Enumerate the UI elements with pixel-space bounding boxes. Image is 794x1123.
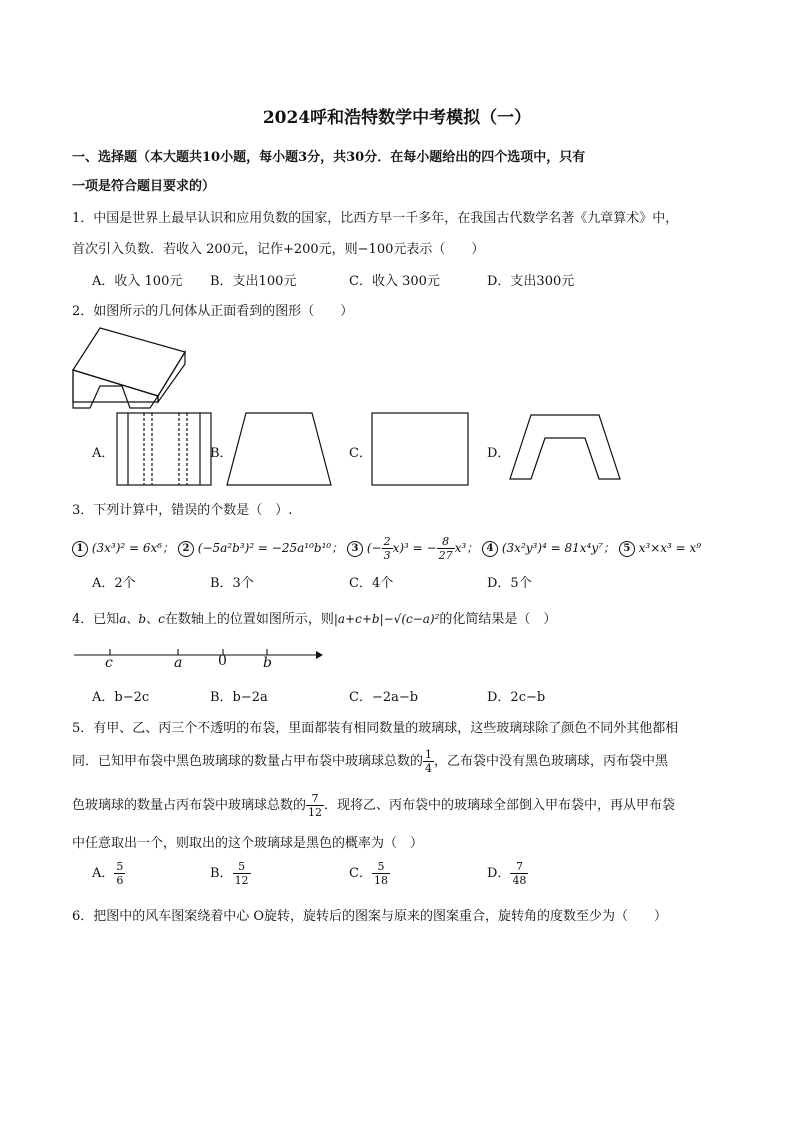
q6-line1: 6．把图中的风车图案绕着中心 O旋转，旋转后的图案与原来的图案重合，旋转角的度数至少为（ ） <box>72 909 668 924</box>
section-heading-line2: 一项是符合题目要求的） <box>72 179 216 194</box>
q5-line2-text-b: ，乙布袋中没有黑色玻璃球，丙布袋中黑 <box>434 754 669 769</box>
q3-item3-fraction2: $\frac{8}{27}$ <box>438 535 453 562</box>
q3-option-a: A．2个 <box>92 576 136 591</box>
q5-option-b: B． $\frac{5}{12}$ <box>210 860 249 887</box>
q3-option-b: B．3个 <box>210 576 254 591</box>
q5-line3 <box>72 792 675 819</box>
q3-item3-expr-b: x)³ = − <box>392 541 437 555</box>
q4-option-c: C．−2a−b <box>349 690 419 705</box>
q3-item4-number: 4 <box>482 541 498 557</box>
q3-expressions <box>72 535 701 562</box>
q5-line2-text-a: 同．已知甲布袋中黑色玻璃球的数量占甲布袋中玻璃球总数的 <box>72 754 424 769</box>
q1-option-a: A．收入 100元 <box>92 274 183 289</box>
q5-option-d: D． $\frac{7}{48}$ <box>487 860 527 887</box>
q3-item3-expr-c: x³； <box>454 541 479 555</box>
q5-option-c: C． $\frac{5}{18}$ <box>349 860 388 887</box>
q2-option-b-figure <box>226 412 332 486</box>
q2-line1: 2．如图所示的几何体从正面看到的图形（ ） <box>72 304 354 319</box>
q5-line3-text-b: ．现将乙、丙布袋中的玻璃球全部倒入甲布袋中，再从甲布袋 <box>324 798 676 813</box>
section-heading-line1: 一、选择题（本大题共10小题，每小题3分，共30分．在每小题给出的四个选项中，只有 <box>72 150 586 165</box>
q3-item1-number: 1 <box>72 541 88 557</box>
q1-line1: 1．中国是世界上最早认识和应用负数的国家，比西方早一千多年，在我国古代数学名著《九章算术》中， <box>72 211 679 226</box>
q1-option-d: D．支出300元 <box>487 274 575 289</box>
q5-option-d-fraction: $\frac{7}{48}$ <box>512 860 527 887</box>
q3-item3-number: 3 <box>347 541 363 557</box>
q3-item3-expr-a: (− <box>366 541 382 555</box>
q1-option-b: B．支出100元 <box>210 274 297 289</box>
q4-axis-label-c: c <box>105 655 113 671</box>
q5-option-a-fraction: $\frac{5}{6}$ <box>116 860 124 887</box>
q3-item3-fraction: $\frac{2}{3}$ <box>383 535 391 562</box>
q3-item1-expr: (3x³)² = 6x⁶； <box>91 541 175 555</box>
q2-label-d: D． <box>487 446 511 461</box>
q2-option-c-figure <box>371 412 469 486</box>
q5-fraction-2: $\frac{7}{12}$ <box>308 792 323 819</box>
q5-fraction-1: $\frac{1}{4}$ <box>425 748 433 775</box>
q4-axis-label-0: 0 <box>218 653 227 669</box>
q2-option-d-figure <box>509 414 621 480</box>
q3-line1: 3．下列计算中，错误的个数是（ ）. <box>72 503 293 518</box>
q1-line2: 首次引入负数．若收入 200元，记作+200元，则−100元表示（ ） <box>72 242 485 257</box>
q2-label-b: B． <box>210 446 233 461</box>
q5-option-a: A． $\frac{5}{6}$ <box>92 860 124 887</box>
q2-label-a: A． <box>92 446 115 461</box>
q4-vars: a、b、c <box>119 612 165 626</box>
q1-option-c: C．收入 300元 <box>349 274 440 289</box>
q5-line3-text-a: 色玻璃球的数量占丙布袋中玻璃球总数的 <box>72 798 307 813</box>
q3-item5-number: 5 <box>619 541 635 557</box>
q3-item5-expr: x³×x³ = x⁹ <box>638 541 702 555</box>
q4-text-b: 在数轴上的位置如图所示，则 <box>164 612 334 627</box>
q2-solid-figure <box>70 324 190 410</box>
q4-text-c: 的化简结果是（ ） <box>439 612 557 627</box>
q3-item4-expr: (3x²y³)⁴ = 81x⁴y⁷； <box>501 541 615 555</box>
q5-option-c-fraction: $\frac{5}{18}$ <box>373 860 388 887</box>
q4-text-a: 4．已知 <box>72 612 120 627</box>
q3-option-d: D．5个 <box>487 576 532 591</box>
q3-item2-number: 2 <box>178 541 194 557</box>
q4-line1 <box>72 608 556 627</box>
q5-line2 <box>72 748 668 775</box>
q5-line4: 中任意取出一个，则取出的这个玻璃球是黑色的概率为（ ） <box>72 836 424 851</box>
q2-option-a-figure <box>116 412 212 486</box>
q5-line1: 5．有甲、乙、丙三个不透明的布袋，里面都装有相同数量的玻璃球，这些玻璃球除了颜色不同外其他都相 <box>72 721 679 736</box>
q4-axis-label-b: b <box>263 655 272 671</box>
q3-option-c: C．4个 <box>349 576 394 591</box>
q4-expression: |a+c+b|−√(c−a)² <box>333 612 440 626</box>
q2-label-c: C． <box>349 446 372 461</box>
page-title: 2024呼和浩特数学中考模拟（一） <box>262 108 532 128</box>
q3-item2-expr: (−5a²b³)² = −25a¹⁰b¹⁰； <box>197 541 344 555</box>
q5-option-b-fraction: $\frac{5}{12}$ <box>234 860 249 887</box>
q4-option-a: A．b−2c <box>92 690 150 705</box>
q4-axis-label-a: a <box>174 655 183 671</box>
q4-option-d: D．2c−b <box>487 690 546 705</box>
q4-option-b: B．b−2a <box>210 690 268 705</box>
